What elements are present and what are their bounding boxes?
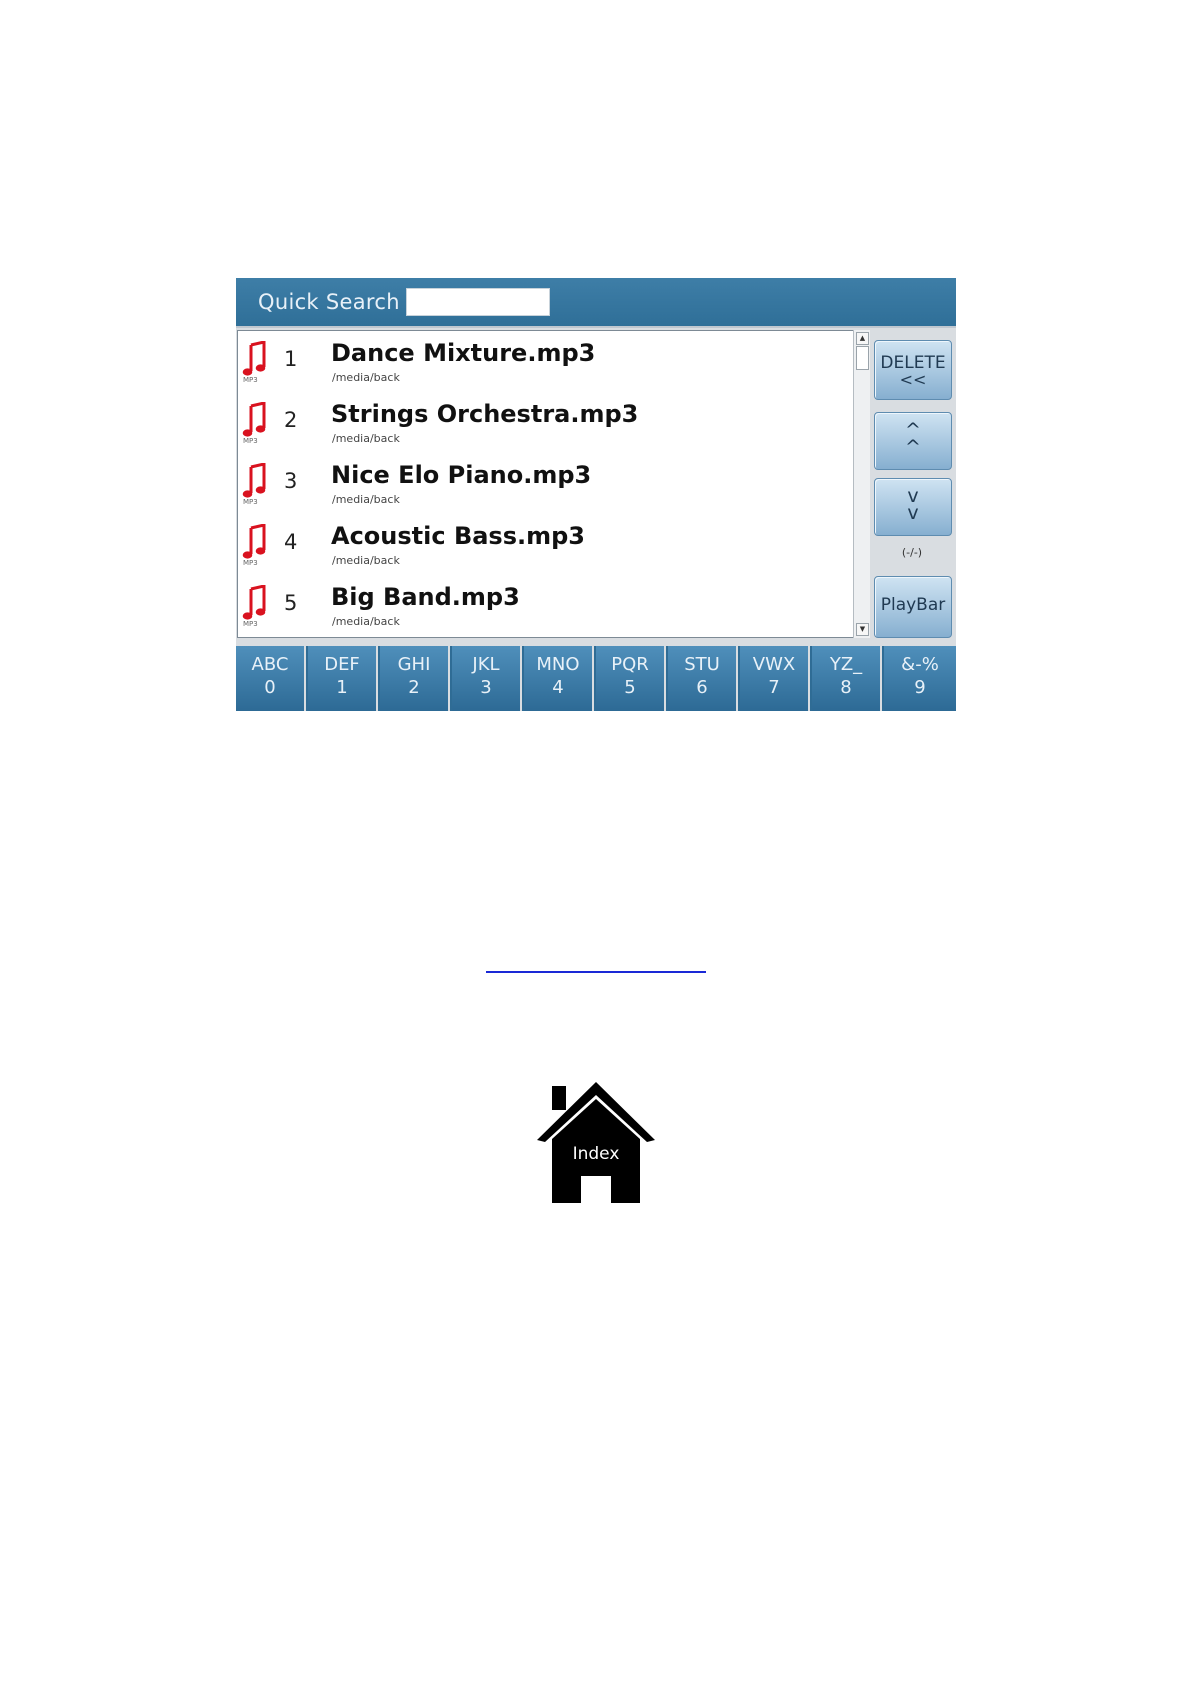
- delete-button-arrows: <<: [899, 370, 927, 389]
- key-jkl[interactable]: JKL 3: [452, 646, 522, 711]
- key-def[interactable]: DEF 1: [308, 646, 378, 711]
- hyperlink-underline[interactable]: [486, 971, 706, 973]
- music-note-icon: [242, 402, 268, 442]
- home-icon: [537, 1082, 655, 1203]
- file-number: 4: [284, 530, 298, 554]
- file-row[interactable]: [238, 453, 854, 515]
- file-name: Nice Elo Piano.mp3: [331, 461, 592, 489]
- index-label: Index: [572, 1144, 620, 1164]
- file-name: Acoustic Bass.mp3: [331, 522, 586, 550]
- page-down-button[interactable]: [874, 478, 952, 536]
- file-path: /media/back: [332, 615, 400, 628]
- scroll-thumb[interactable]: [856, 346, 869, 370]
- file-row[interactable]: [238, 331, 854, 393]
- playbar-button-label: PlayBar: [880, 595, 946, 615]
- file-name: Dance Mixture.mp3: [331, 339, 596, 367]
- song-browser-screen: [236, 278, 956, 711]
- file-type-label: MP3: [243, 559, 258, 567]
- file-path: /media/back: [332, 554, 400, 567]
- quick-search-bar: [236, 278, 956, 328]
- scroll-up-arrow-icon[interactable]: ▲: [856, 332, 869, 345]
- file-path: /media/back: [332, 493, 400, 506]
- key-mno[interactable]: MNO 4: [524, 646, 594, 711]
- file-number: 1: [284, 347, 298, 371]
- file-name: Strings Orchestra.mp3: [331, 400, 639, 428]
- quick-search-input[interactable]: [406, 288, 550, 316]
- page-indicator: (-/-): [901, 546, 923, 559]
- key-vwx[interactable]: VWX 7: [740, 646, 810, 711]
- file-type-label: MP3: [243, 376, 258, 384]
- key-symbols[interactable]: &-% 9: [884, 646, 956, 711]
- music-note-icon: [242, 585, 268, 625]
- key-pqr[interactable]: PQR 5: [596, 646, 666, 711]
- page-up-icon: ^ ^: [905, 419, 921, 458]
- quick-search-label: Quick Search: [258, 290, 400, 314]
- key-abc[interactable]: ABC 0: [236, 646, 306, 711]
- file-number: 5: [284, 591, 298, 615]
- file-path: /media/back: [332, 432, 400, 445]
- music-note-icon: [242, 463, 268, 503]
- delete-button[interactable]: [874, 340, 952, 400]
- music-note-icon: [242, 341, 268, 381]
- playbar-button[interactable]: [874, 576, 952, 638]
- file-type-label: MP3: [243, 620, 258, 628]
- file-list: [237, 330, 855, 638]
- file-path: /media/back: [332, 371, 400, 384]
- page-down-icon: v v: [907, 485, 919, 524]
- file-list-scrollbar[interactable]: [853, 330, 870, 638]
- file-row[interactable]: [238, 514, 854, 576]
- file-number: 2: [284, 408, 298, 432]
- index-home-link[interactable]: [535, 1080, 657, 1205]
- music-note-icon: [242, 524, 268, 564]
- key-yz[interactable]: YZ_ 8: [812, 646, 882, 711]
- key-ghi[interactable]: GHI 2: [380, 646, 450, 711]
- file-type-label: MP3: [243, 437, 258, 445]
- file-row[interactable]: [238, 392, 854, 454]
- alphanumeric-key-bar: [236, 646, 956, 711]
- file-row[interactable]: [238, 575, 854, 636]
- scroll-down-arrow-icon[interactable]: ▼: [856, 623, 869, 636]
- delete-button-label: DELETE: [880, 353, 946, 373]
- key-stu[interactable]: STU 6: [668, 646, 738, 711]
- page-up-button[interactable]: [874, 412, 952, 470]
- file-number: 3: [284, 469, 298, 493]
- file-type-label: MP3: [243, 498, 258, 506]
- file-name: Big Band.mp3: [331, 583, 520, 611]
